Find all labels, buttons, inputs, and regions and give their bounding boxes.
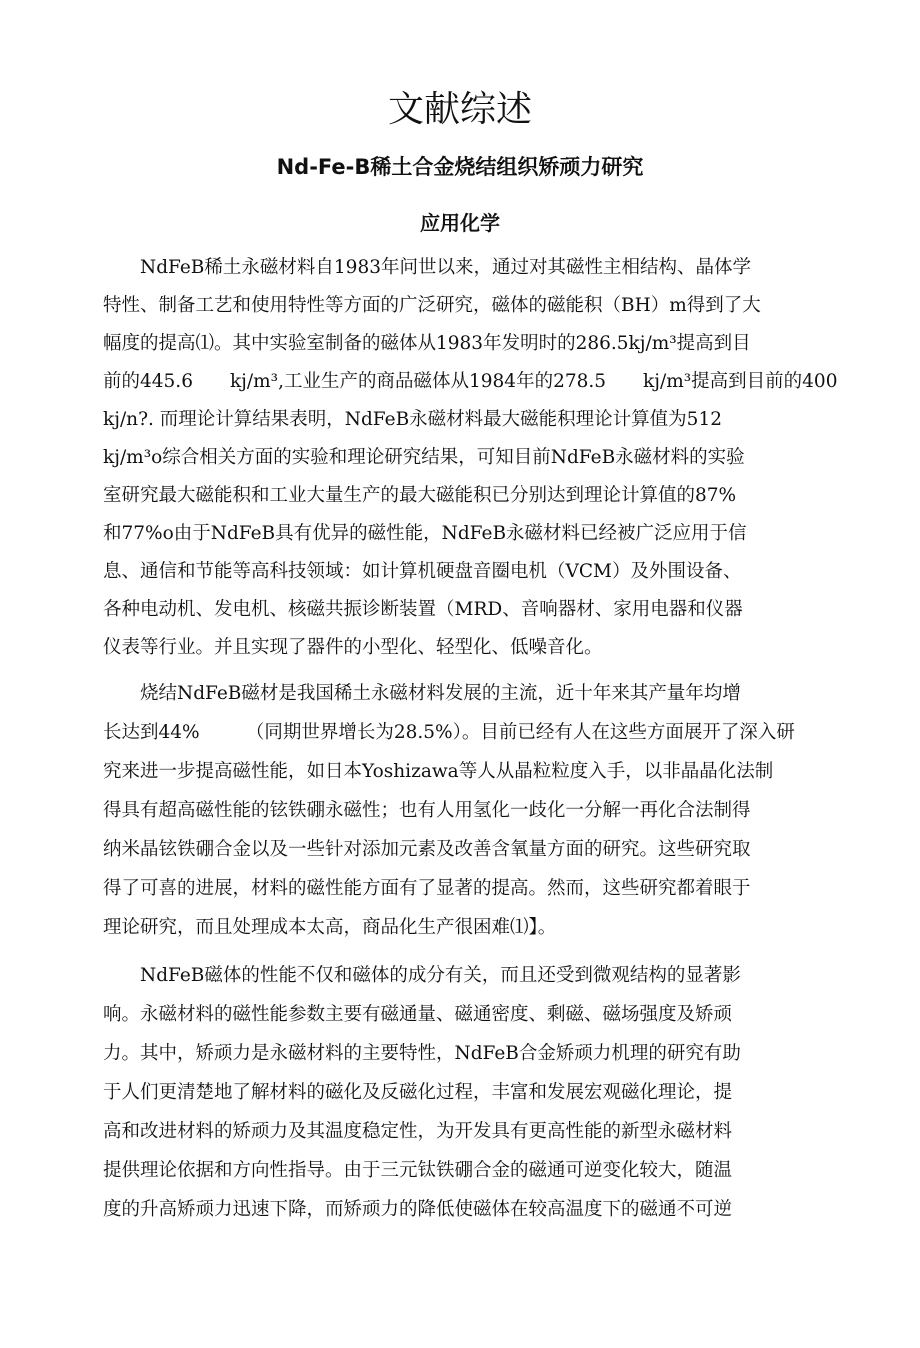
body-line: 高和改进材料的矫顽力及其温度稳定性，为开发具有更高性能的新型永磁材料 xyxy=(103,1121,733,1142)
document-subtitle: Nd-Fe-B稀土合金烧结组织矫顽力研究 xyxy=(276,155,644,179)
body-line: 幅度的提高⑴。其中实验室制备的磁体从1983年发明时的286.5kj/m³提高到目 xyxy=(103,333,751,354)
body-line: 于人们更清楚地了解材料的磁化及反磁化过程，丰富和发展宏观磁化理论，提 xyxy=(103,1082,733,1103)
body-line: 长达到44% （同期世界增长为28.5%）。目前已经有人在这些方面展开了深入研 xyxy=(103,722,795,743)
body-line: 提供理论依据和方向性指导。由于三元钛铁硼合金的磁通可逆变化较大，随温 xyxy=(103,1160,733,1181)
document-title: 文献综述 xyxy=(387,89,532,130)
body-line: 前的445.6 kj/m³,工业生产的商品磁体从1984年的278.5 kj/m³提高到目前的400 xyxy=(103,371,838,392)
body-line: 得具有超高磁性能的铉铁硼永磁性；也有人用氢化一歧化一分解一再化合法制得 xyxy=(103,800,751,821)
body-line: 仪表等行业。并且实现了器件的小型化、轻型化、低噪音化。 xyxy=(103,637,603,658)
body-line: 理论研究，而且处理成本太高，商品化生产很困难⑴】。 xyxy=(103,917,557,938)
body-line: 特性、制备工艺和使用特性等方面的广泛研究，磁体的磁能积（BH）m得到了大 xyxy=(103,295,761,316)
body-line: 力。其中，矫顽力是永磁材料的主要特性，NdFeB合金矫顽力机理的研究有助 xyxy=(103,1043,741,1064)
body-line: 各种电动机、发电机、核磁共振诊断装置（MRD、音响器材、家用电器和仪器 xyxy=(103,599,743,620)
body-line: kj/m³o综合相关方面的实验和理论研究结果，可知目前NdFeB永磁材料的实验 xyxy=(103,447,745,468)
body-line: NdFeB磁体的性能不仅和磁体的成分有关，而且还受到微观结构的显著影 xyxy=(140,965,741,986)
body-line: 室研究最大磁能积和工业大量生产的最大磁能积已分别达到理论计算值的87% xyxy=(103,485,737,506)
body-line: 纳米晶铉铁硼合金以及一些针对添加元素及改善含氧量方面的研究。这些研究取 xyxy=(103,839,751,860)
body-line: 息、通信和节能等高科技领域：如计算机硬盘音圈电机（VCM）及外围设备、 xyxy=(103,561,742,582)
body-line: NdFeB稀土永磁材料自1983年问世以来，通过对其磁性主相结构、晶体学 xyxy=(140,257,751,278)
body-line: 烧结NdFeB磁材是我国稀土永磁材料发展的主流，近十年来其产量年均增 xyxy=(140,683,741,704)
body-line: 究来进一步提高磁性能，如日本Yoshizawa等人从晶粒粒度入手，以非晶晶化法制 xyxy=(103,761,774,782)
body-line: 度的升高矫顽力迅速下降，而矫顽力的降低使磁体在较高温度下的磁通不可逆 xyxy=(103,1199,733,1220)
body-line: 得了可喜的进展，材料的磁性能方面有了显著的提高。然而，这些研究都着眼于 xyxy=(103,878,751,899)
body-line: 和77%o由于NdFeB具有优异的磁性能，NdFeB永磁材料已经被广泛应用于信 xyxy=(103,523,747,544)
body-line: kj/n?. 而理论计算结果表明，NdFeB永磁材料最大磁能积理论计算值为512 xyxy=(103,409,722,430)
body-line: 响。永磁材料的磁性能参数主要有磁通量、磁通密度、剩磁、磁场强度及矫顽 xyxy=(103,1004,733,1025)
document-subject: 应用化学 xyxy=(420,211,500,235)
